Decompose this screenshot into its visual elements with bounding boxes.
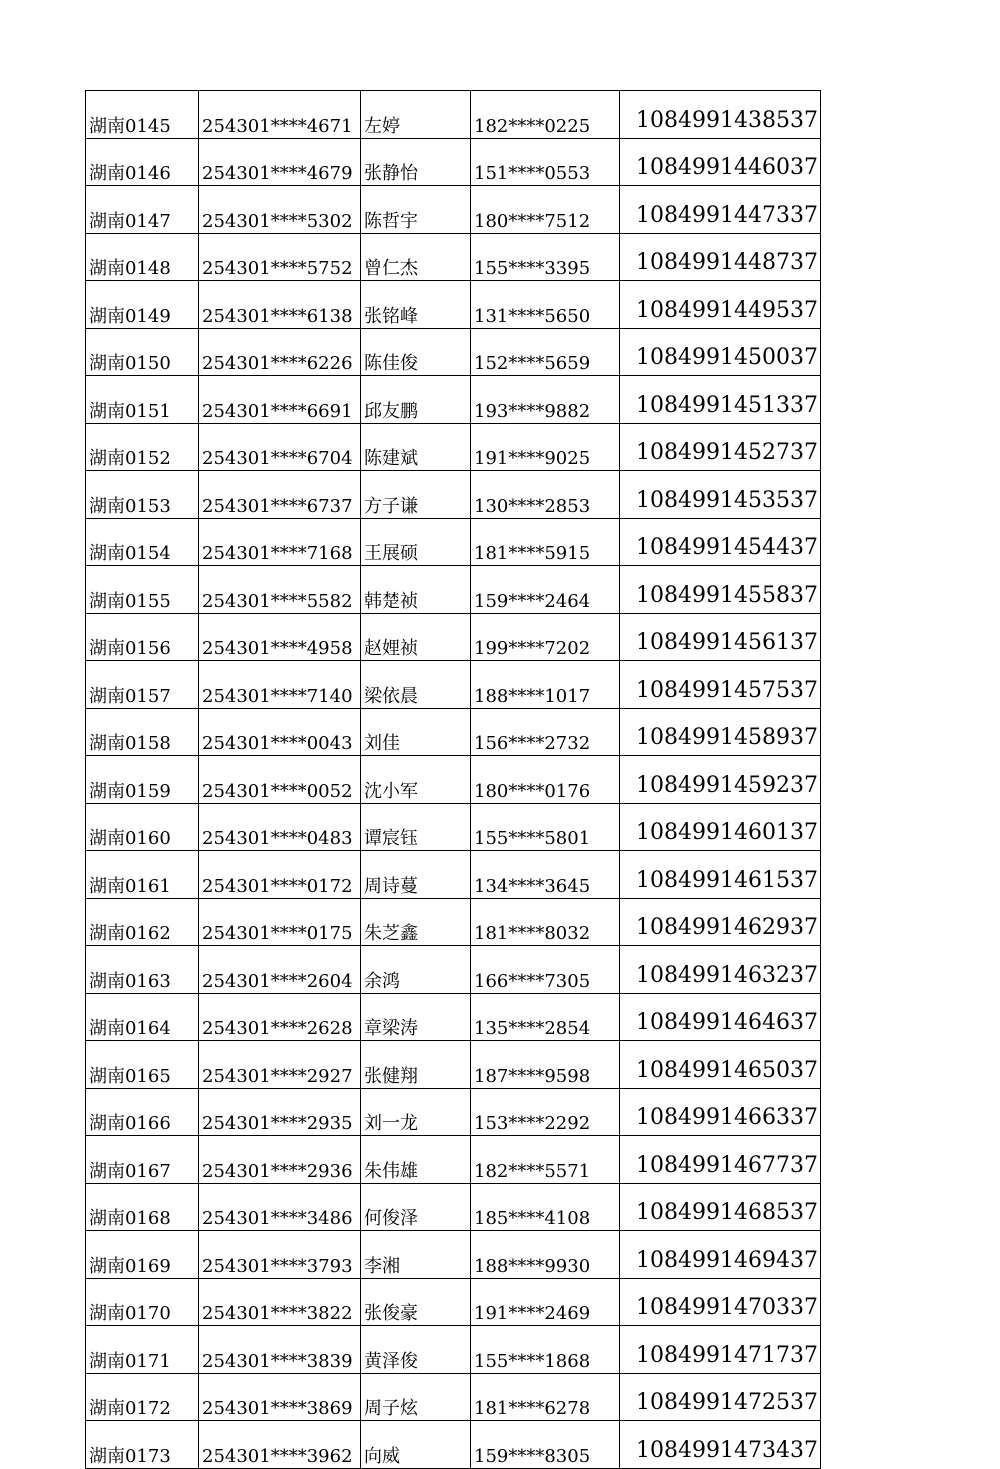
id-number-cell: 254301****6737 xyxy=(199,471,361,519)
table-row xyxy=(86,328,821,376)
table-row xyxy=(86,1326,821,1374)
phone-cell: 188****9930 xyxy=(471,1231,620,1279)
phone-cell: 155****5801 xyxy=(471,803,620,851)
id-number-cell: 254301****6691 xyxy=(199,376,361,424)
name-cell: 余鸿 xyxy=(361,946,471,994)
table-row xyxy=(86,661,821,709)
id-number-cell: 254301****0175 xyxy=(199,898,361,946)
region-cell: 湖南0167 xyxy=(86,1136,199,1184)
phone-cell: 152****5659 xyxy=(471,328,620,376)
id-number-cell: 254301****6138 xyxy=(199,281,361,329)
tracking-number-cell: 1084991449537 xyxy=(620,281,821,329)
region-cell: 湖南0156 xyxy=(86,613,199,661)
tracking-number-cell: 1084991463237 xyxy=(620,946,821,994)
name-cell: 谭宸钰 xyxy=(361,803,471,851)
name-cell: 沈小军 xyxy=(361,756,471,804)
id-number-cell: 254301****2936 xyxy=(199,1136,361,1184)
name-cell: 刘一龙 xyxy=(361,1088,471,1136)
region-cell: 湖南0150 xyxy=(86,328,199,376)
table-row xyxy=(86,708,821,756)
phone-cell: 159****2464 xyxy=(471,566,620,614)
id-number-cell: 254301****3962 xyxy=(199,1421,361,1469)
tracking-number-cell: 1084991470337 xyxy=(620,1278,821,1326)
id-number-cell: 254301****3793 xyxy=(199,1231,361,1279)
table-row xyxy=(86,1136,821,1184)
name-cell: 方子谦 xyxy=(361,471,471,519)
id-number-cell: 254301****2927 xyxy=(199,1041,361,1089)
tracking-number-cell: 1084991469437 xyxy=(620,1231,821,1279)
tracking-number-cell: 1084991452737 xyxy=(620,423,821,471)
tracking-number-cell: 1084991458937 xyxy=(620,708,821,756)
phone-cell: 185****4108 xyxy=(471,1183,620,1231)
name-cell: 曾仁杰 xyxy=(361,233,471,281)
region-cell: 湖南0154 xyxy=(86,518,199,566)
region-cell: 湖南0161 xyxy=(86,851,199,899)
table-row xyxy=(86,423,821,471)
region-cell: 湖南0146 xyxy=(86,138,199,186)
table-row xyxy=(86,613,821,661)
id-number-cell: 254301****4679 xyxy=(199,138,361,186)
table-row xyxy=(86,1231,821,1279)
phone-cell: 199****7202 xyxy=(471,613,620,661)
region-cell: 湖南0172 xyxy=(86,1373,199,1421)
region-cell: 湖南0151 xyxy=(86,376,199,424)
region-cell: 湖南0155 xyxy=(86,566,199,614)
id-number-cell: 254301****7168 xyxy=(199,518,361,566)
name-cell: 邱友鹏 xyxy=(361,376,471,424)
tracking-number-cell: 1084991459237 xyxy=(620,756,821,804)
tracking-number-cell: 1084991455837 xyxy=(620,566,821,614)
tracking-number-cell: 1084991468537 xyxy=(620,1183,821,1231)
name-cell: 朱芝鑫 xyxy=(361,898,471,946)
id-number-cell: 254301****2604 xyxy=(199,946,361,994)
region-cell: 湖南0170 xyxy=(86,1278,199,1326)
tracking-number-cell: 1084991464637 xyxy=(620,993,821,1041)
table-row xyxy=(86,281,821,329)
id-number-cell: 254301****6226 xyxy=(199,328,361,376)
table-row xyxy=(86,993,821,1041)
region-cell: 湖南0159 xyxy=(86,756,199,804)
table-row xyxy=(86,518,821,566)
region-cell: 湖南0166 xyxy=(86,1088,199,1136)
table-row xyxy=(86,851,821,899)
region-cell: 湖南0165 xyxy=(86,1041,199,1089)
tracking-number-cell: 1084991446037 xyxy=(620,138,821,186)
name-cell: 章梁涛 xyxy=(361,993,471,1041)
name-cell: 陈佳俊 xyxy=(361,328,471,376)
tracking-number-cell: 1084991451337 xyxy=(620,376,821,424)
phone-cell: 187****9598 xyxy=(471,1041,620,1089)
tracking-number-cell: 1084991450037 xyxy=(620,328,821,376)
table-row xyxy=(86,376,821,424)
id-number-cell: 254301****4671 xyxy=(199,91,361,139)
id-number-cell: 254301****0043 xyxy=(199,708,361,756)
phone-cell: 134****3645 xyxy=(471,851,620,899)
name-cell: 陈哲宇 xyxy=(361,186,471,234)
region-cell: 湖南0148 xyxy=(86,233,199,281)
table-row xyxy=(86,1183,821,1231)
region-cell: 湖南0145 xyxy=(86,91,199,139)
tracking-number-cell: 1084991462937 xyxy=(620,898,821,946)
tracking-number-cell: 1084991454437 xyxy=(620,518,821,566)
phone-cell: 181****8032 xyxy=(471,898,620,946)
table-row xyxy=(86,566,821,614)
id-number-cell: 254301****0172 xyxy=(199,851,361,899)
name-cell: 李湘 xyxy=(361,1231,471,1279)
phone-cell: 135****2854 xyxy=(471,993,620,1041)
region-cell: 湖南0163 xyxy=(86,946,199,994)
region-cell: 湖南0158 xyxy=(86,708,199,756)
region-cell: 湖南0164 xyxy=(86,993,199,1041)
phone-cell: 191****9025 xyxy=(471,423,620,471)
name-cell: 王展硕 xyxy=(361,518,471,566)
tracking-number-cell: 1084991466337 xyxy=(620,1088,821,1136)
id-number-cell: 254301****2935 xyxy=(199,1088,361,1136)
name-cell: 刘佳 xyxy=(361,708,471,756)
phone-cell: 131****5650 xyxy=(471,281,620,329)
data-table xyxy=(85,90,821,1469)
phone-cell: 159****8305 xyxy=(471,1421,620,1469)
table-row xyxy=(86,803,821,851)
name-cell: 向威 xyxy=(361,1421,471,1469)
tracking-number-cell: 1084991467737 xyxy=(620,1136,821,1184)
table-row xyxy=(86,1041,821,1089)
phone-cell: 166****7305 xyxy=(471,946,620,994)
region-cell: 湖南0160 xyxy=(86,803,199,851)
table-row xyxy=(86,1421,821,1469)
name-cell: 张健翔 xyxy=(361,1041,471,1089)
name-cell: 张静怡 xyxy=(361,138,471,186)
phone-cell: 191****2469 xyxy=(471,1278,620,1326)
id-number-cell: 254301****0483 xyxy=(199,803,361,851)
tracking-number-cell: 1084991456137 xyxy=(620,613,821,661)
phone-cell: 181****5915 xyxy=(471,518,620,566)
phone-cell: 153****2292 xyxy=(471,1088,620,1136)
id-number-cell: 254301****5582 xyxy=(199,566,361,614)
phone-cell: 182****5571 xyxy=(471,1136,620,1184)
phone-cell: 188****1017 xyxy=(471,661,620,709)
id-number-cell: 254301****3839 xyxy=(199,1326,361,1374)
tracking-number-cell: 1084991472537 xyxy=(620,1373,821,1421)
table-row xyxy=(86,471,821,519)
table-row xyxy=(86,186,821,234)
tracking-number-cell: 1084991471737 xyxy=(620,1326,821,1374)
id-number-cell: 254301****4958 xyxy=(199,613,361,661)
phone-cell: 151****0553 xyxy=(471,138,620,186)
name-cell: 黄泽俊 xyxy=(361,1326,471,1374)
tracking-number-cell: 1084991457537 xyxy=(620,661,821,709)
table-row xyxy=(86,1278,821,1326)
table-row xyxy=(86,756,821,804)
phone-cell: 155****1868 xyxy=(471,1326,620,1374)
tracking-number-cell: 1084991465037 xyxy=(620,1041,821,1089)
phone-cell: 182****0225 xyxy=(471,91,620,139)
name-cell: 朱伟雄 xyxy=(361,1136,471,1184)
table-row xyxy=(86,91,821,139)
tracking-number-cell: 1084991460137 xyxy=(620,803,821,851)
id-number-cell: 254301****7140 xyxy=(199,661,361,709)
tracking-number-cell: 1084991461537 xyxy=(620,851,821,899)
table-row xyxy=(86,233,821,281)
phone-cell: 193****9882 xyxy=(471,376,620,424)
table-row xyxy=(86,1088,821,1136)
name-cell: 左婷 xyxy=(361,91,471,139)
region-cell: 湖南0162 xyxy=(86,898,199,946)
name-cell: 韩楚祯 xyxy=(361,566,471,614)
name-cell: 张俊豪 xyxy=(361,1278,471,1326)
phone-cell: 180****0176 xyxy=(471,756,620,804)
name-cell: 周诗蔓 xyxy=(361,851,471,899)
name-cell: 梁依晨 xyxy=(361,661,471,709)
tracking-number-cell: 1084991473437 xyxy=(620,1421,821,1469)
region-cell: 湖南0171 xyxy=(86,1326,199,1374)
id-number-cell: 254301****3869 xyxy=(199,1373,361,1421)
region-cell: 湖南0153 xyxy=(86,471,199,519)
table-row xyxy=(86,138,821,186)
id-number-cell: 254301****2628 xyxy=(199,993,361,1041)
table-row xyxy=(86,898,821,946)
id-number-cell: 254301****5752 xyxy=(199,233,361,281)
region-cell: 湖南0149 xyxy=(86,281,199,329)
region-cell: 湖南0152 xyxy=(86,423,199,471)
region-cell: 湖南0168 xyxy=(86,1183,199,1231)
id-number-cell: 254301****0052 xyxy=(199,756,361,804)
region-cell: 湖南0169 xyxy=(86,1231,199,1279)
id-number-cell: 254301****3822 xyxy=(199,1278,361,1326)
table-body xyxy=(86,91,821,1469)
tracking-number-cell: 1084991448737 xyxy=(620,233,821,281)
table-row xyxy=(86,946,821,994)
id-number-cell: 254301****5302 xyxy=(199,186,361,234)
name-cell: 陈建斌 xyxy=(361,423,471,471)
name-cell: 赵娌祯 xyxy=(361,613,471,661)
name-cell: 何俊泽 xyxy=(361,1183,471,1231)
phone-cell: 156****2732 xyxy=(471,708,620,756)
tracking-number-cell: 1084991447337 xyxy=(620,186,821,234)
tracking-number-cell: 1084991453537 xyxy=(620,471,821,519)
table-row xyxy=(86,1373,821,1421)
phone-cell: 180****7512 xyxy=(471,186,620,234)
id-number-cell: 254301****3486 xyxy=(199,1183,361,1231)
tracking-number-cell: 1084991438537 xyxy=(620,91,821,139)
phone-cell: 181****6278 xyxy=(471,1373,620,1421)
region-cell: 湖南0173 xyxy=(86,1421,199,1469)
region-cell: 湖南0157 xyxy=(86,661,199,709)
phone-cell: 155****3395 xyxy=(471,233,620,281)
phone-cell: 130****2853 xyxy=(471,471,620,519)
id-number-cell: 254301****6704 xyxy=(199,423,361,471)
name-cell: 周子炫 xyxy=(361,1373,471,1421)
name-cell: 张铭峰 xyxy=(361,281,471,329)
region-cell: 湖南0147 xyxy=(86,186,199,234)
